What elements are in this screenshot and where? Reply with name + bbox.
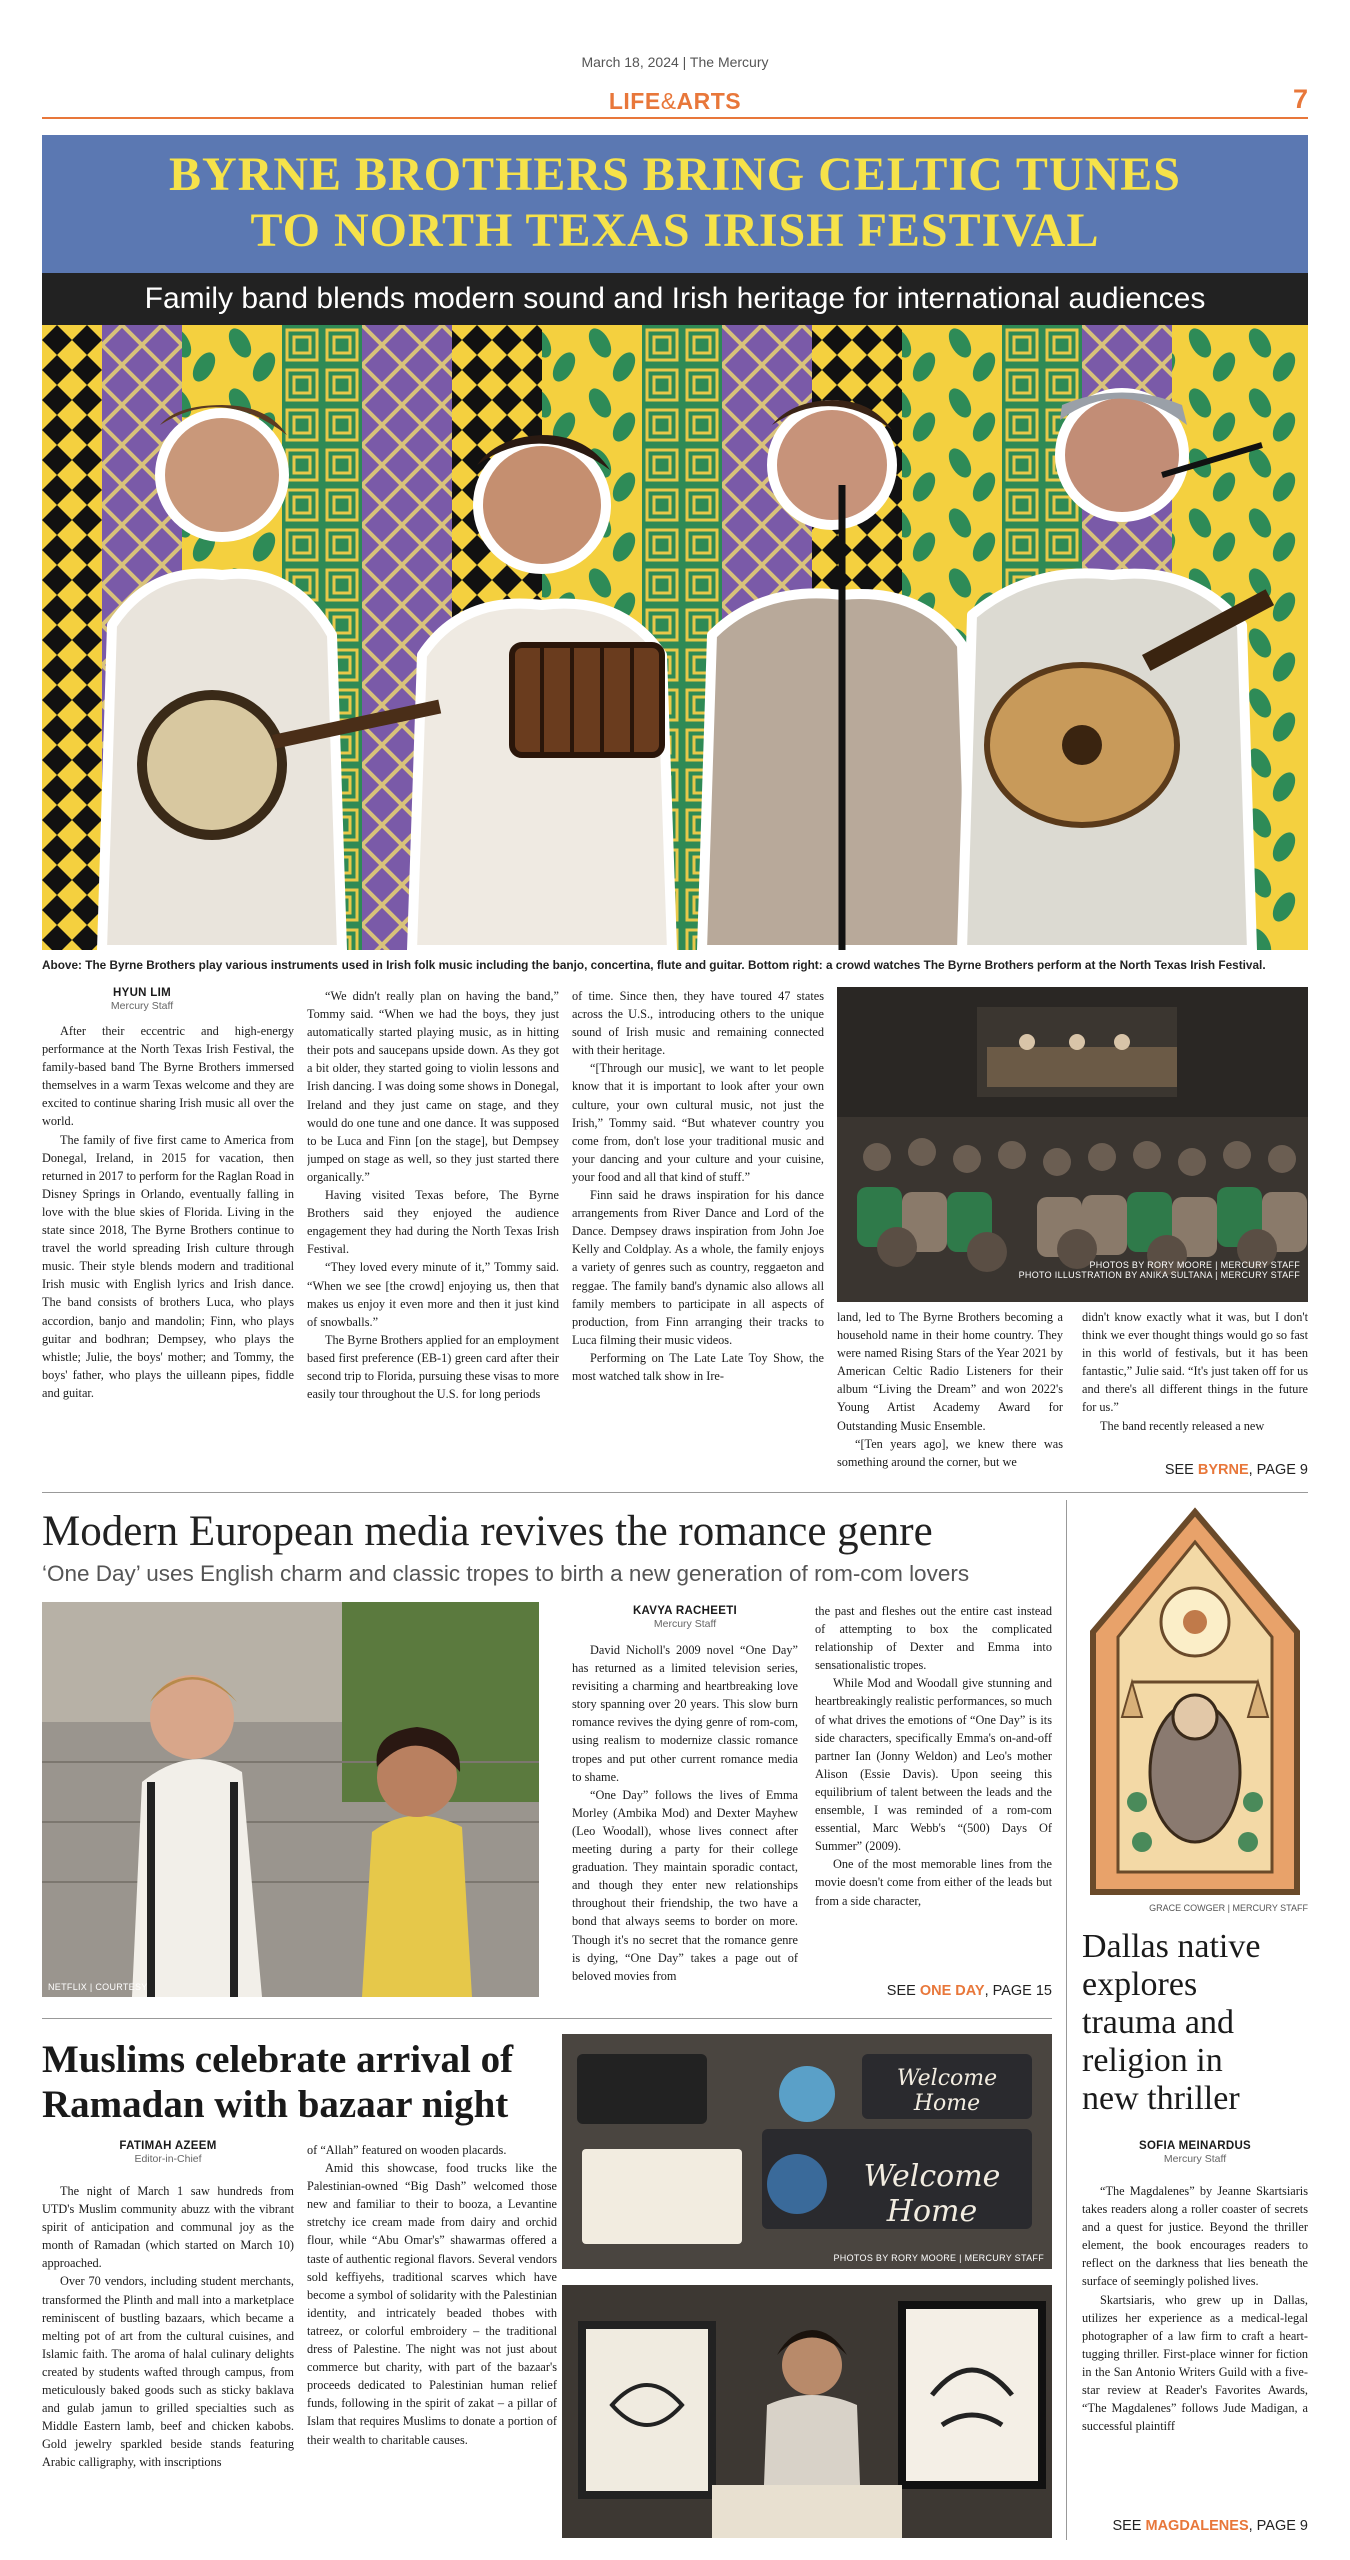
lead-column-2 [307,987,559,1472]
thriller-headline-line1: Dallas native [1082,1928,1261,1965]
lead-column-5 [1082,1308,1308,1472]
thriller-headline-line3: trauma and [1082,2004,1234,2041]
date-line: March 18, 2024 | The Mercury [581,54,769,70]
paragraph: Performing on The Late Late Toy Show, the most watched talk show in Ire- [572,1350,824,1383]
jump-word: MAGDALENES [1145,2518,1249,2534]
paragraph: Over 70 vendors, including student merchants, transformed the Plinth and mall into a marketplace reminiscent of bustling bazaars, which became a melting pot of art from the cultural cuisines, and Islamic faith. The aroma of halal culinary delights created by students wafted through campus, from meticulously baked goods such as sticky baklava and gulab jamun to grilled specialties such as Middle Eastern lamb, beef and chicken kabobs. Gold jewelry sparkled beside stands featuring Arabic calligraphy, with inscriptions [42,2274,294,2470]
section-label [0,88,1350,115]
ramadan-photo-credit: PHOTOS BY RORY MOORE | MERCURY STAFF [833,2253,1044,2263]
section-divider [42,1492,1308,1493]
jump-see: SEE [1164,1462,1194,1478]
masthead-rule [42,117,1308,119]
paragraph: One of the most memorable lines from the movie doesn't come from either of the leads but from a side character, [815,1857,1052,1908]
jump-page: , PAGE 9 [1248,1462,1308,1478]
paragraph: The Byrne Brothers applied for an employment based first preference (EB-1) green card after their second trip to Florida, pursuing these visas to more easily tour throughout the U.S. for long periods [307,1332,559,1402]
column-divider-right [1066,1500,1067,2540]
thriller-column [1082,2182,1308,2512]
lead-byline-role: Mercury Staff [110,1000,174,1012]
paragraph: “[Through our music], we want to let people know that it is important to look after your own culture, your own cultural music, not just the Irish,” Tommy said. “But whatever country you come from, don't lose your traditional music and your dancing and your culture and your cuisine, your food and all that kind of stuff.” [572,1061,824,1184]
lead-byline-name: HYUN LIM [113,987,171,999]
romance-byline-name: KAVYA RACHEETI [632,1605,738,1617]
romance-column-1 [572,1641,798,2006]
ramadan-column-2 [307,2141,557,2538]
paragraph: The family of five first came to America from Donegal, Ireland, in 2015 for vacation, then returned in 2017 to perform for the Raglan Road in Disney Springs in Orlando, eventually falling in love with the blue skies of Florida. Living in the state since 2018, The Byrne Brothers continue to travel the world spreading Irish culture through music. Their style blends modern and traditional Irish music with English lyrics and Irish dance. The band consists of brothers Luca, who plays accordion, banjo and mandolin; Finn, who plays guitar and bodhran; Dempsey, who plays the whistle; Julie, the boys' mother; and Tommy, the boys' father, who plays the uilleann pipes, fiddle and guitar. [42,1132,294,1400]
calligraphy-illustration [562,2285,1052,2538]
paragraph: The band recently released a new [1100,1418,1265,1433]
paragraph: the past and fleshes out the entire cast instead of attempting to box the complicated relationship of Dexter and Emma into sensationalistic tropes. [815,1604,1052,1673]
lead-photo-credit [1019,1260,1300,1280]
lead-caption: Above: The Byrne Brothers play various instruments used in Irish folk music including the banjo, concertina, flute and guitar. Bottom right: a crowd watches The Byrne Brothers perform at the North Texas Irish Festival. [42,958,1266,972]
ramadan-byline [42,2140,294,2165]
paragraph: Having visited Texas before, The Byrne Brothers said they enjoyed the audience engagement they had during the North Texas Irish Festival. [307,1188,559,1257]
section-life: LIFE [608,88,661,114]
lead-byline [42,987,242,1012]
paragraph: “[Ten years ago], we knew there was something around the corner, but we [837,1436,1063,1469]
jump-word: ONE DAY [919,1983,985,1999]
jump-see: SEE [1112,2518,1142,2534]
thriller-photo-credit: GRACE COWGER | MERCURY STAFF [1149,1903,1308,1913]
ramadan-column-1 [42,2182,294,2538]
thriller-headline-line5: new thriller [1082,2080,1240,2117]
welcome-sign-2: Welcome Home [863,2159,1001,2229]
paragraph: David Nicholl's 2009 novel “One Day” has returned as a limited television series, revisiting a charming and heartbreaking love story spanning over 20 years. This slow burn romance revives the dying genre of rom-com, using realism to modernize classic romance tropes and put other current romance media to shame. [572,1643,798,1784]
paragraph: After their eccentric and high-energy performance at the North Texas Irish Festival, the family-based band The Byrne Brothers immersed themselves in a warm Texas welcome and they are excited to continue sharing Irish music all over the world. [42,1024,294,1129]
paragraph: “The Magdalenes” by Jeanne Skartsiaris takes readers along a roller coaster of secrets and a quest for justice. Beyond the thriller element, the book encourages readers to reflect on the darkness that lies beneath the surface of seemingly polished lives. [1082,2184,1308,2289]
thriller-byline-role: Mercury Staff [1163,2153,1227,2165]
section-amp: & [660,88,677,114]
ramadan-headline-line1: Muslims celebrate arrival of [42,2038,514,2081]
crowd-photo [837,987,1308,1302]
romance-byline-role: Mercury Staff [653,1618,717,1630]
section-arts: ARTS [676,88,742,114]
lead-column-4 [837,1308,1063,1472]
stained-glass-illustration [1082,1502,1308,1902]
paragraph: “One Day” follows the lives of Emma Morley (Ambika Mod) and Dexter Mayhew (Leo Woodall), whose lives connect after meeting during a party for their college graduation. They maintain sporadic contact, and though they enter new relationships throughout their friendship, the two have a bond that always seems to border on more. Though it's no secret that the romance genre is dying, “One Day” takes a page out of beloved movies from [572,1787,798,1983]
lead-photo-credit-1: PHOTOS BY RORY MOORE | MERCURY STAFF [1089,1260,1300,1270]
page-number: 7 [1292,84,1308,114]
paragraph: land, led to The Byrne Brothers becoming a household name in their home country. They were named Rising Stars of the Year 2021 by American Celtic Radio Listeners for their album “Living the Dream” and won 2022's Young Artist Academy Award for Outstanding Music Ensemble. [837,1310,1063,1433]
paragraph: of time. Since then, they have toured 47 states across the U.S., introducing others to the unique sound of Irish music and remaining connected with their heritage. [572,989,824,1058]
paragraph: didn't know exactly what it was, but I don't think we ever thought things would go so fast in this world of festivals, but it has been fantastic,” Julie said. “It's just taken off for us and there's all different things in the future for us.” [1082,1310,1308,1415]
thriller-byline [1082,2140,1308,2165]
romance-photo [42,1602,539,1997]
paragraph: “They loved every minute of it,” Tommy said. “When we see [the crowd] enjoying us, then that makes us enjoy it even more and then it just kind of snowballs.” [307,1260,559,1329]
lead-subheadline: Family band blends modern sound and Irish heritage for international audiences [144,282,1206,315]
band-illustration [42,325,1308,950]
jump-word: BYRNE [1197,1462,1249,1478]
thriller-headline [1082,1928,1308,2118]
ramadan-byline-name: FATIMAH AZEEM [119,2140,217,2152]
welcome-sign-1: Welcome Home [896,2066,998,2116]
lead-headline [42,147,1308,259]
thriller-headline-line2: explores [1082,1966,1198,2003]
ramadan-headline-line2: Ramadan with bazaar night [42,2083,509,2126]
paragraph: The night of March 1 saw hundreds from UTD's Muslim community abuzz with the vibrant spirit of anticipation and communal joy as the month of Ramadan (which started on March 10) approached. [42,2184,294,2271]
paragraph: Finn said he draws inspiration for his dance arrangements from River Dance and Lord of the Dance. Dempsey draws inspiration from John Joe Kelly and Coldplay. As a whole, the family enjoys a variety of genres such as country, reggaeton and reggae. The family band's dynamic also allows all family members to participate in all aspects of production, from Finn arranging their tracks to Luca filming their music videos. [572,1188,824,1347]
romance-photo-illustration [42,1602,539,1997]
lead-headline-line1: BYRNE BROTHERS BRING CELTIC TUNES [169,148,1181,201]
romance-column-2 [815,1602,1052,1980]
jump-page: , PAGE 9 [1248,2518,1308,2534]
section-divider [42,2018,1052,2019]
paragraph: of “Allah” featured on wooden placards. [307,2143,507,2157]
romance-subheadline: ‘One Day’ uses English charm and classic tropes to birth a new generation of rom-com lovers [42,1561,970,1586]
lead-column-1 [42,1022,294,1472]
romance-photo-credit: NETFLIX | COURTESY [48,1982,148,1992]
ramadan-photo-signs [562,2034,1052,2269]
thriller-headline-line4: religion in [1082,2042,1223,2079]
thriller-byline-name: SOFIA MEINARDUS [1138,2140,1252,2152]
lead-banner [42,135,1308,273]
lead-column-3 [572,987,824,1472]
romance-byline [572,1605,798,1630]
paragraph: While Mod and Woodall give stunning and heartbreakingly realistic performances, so much of what drives the emotions of “One Day” is its side characters, specifically Emma's on-and-off partner Ian (Jonny Weldon) and Leo's mother Alison (Essie Davis). Upon seeing this equilibrium of talent between the leads and the ensemble, I was reminded of a rom-com essential, Marc Webb's “(500) Days Of Summer” (2009). [815,1676,1052,1854]
romance-headline: Modern European media revives the romance genre [42,1508,933,1555]
jump-see: SEE [886,1983,916,1999]
crowd-illustration [837,987,1308,1302]
lead-photo-illustration [42,325,1308,950]
paragraph: “We didn't really plan on having the band,” Tommy said. “When we had the boys, they just automatically started playing music, as in hitting their pots and saucepans upside down. As they got a bit older, they started going to violin lessons and Irish dancing. I was doing some shows in Donegal, Ireland and they just came on stage, and they would do one tune and one dance. It was supposed to be Luca and Finn [on the stage], but Dempsey jumped on stage as well, so they just started there organically.” [307,989,559,1184]
ramadan-byline-role: Editor-in-Chief [134,2153,202,2165]
thriller-jump-link[interactable] [1082,2518,1308,2534]
lead-photo-credit-2: PHOTO ILLUSTRATION BY ANIKA SULTANA | MERCURY STAFF [1018,1270,1300,1280]
thriller-illustration [1082,1502,1308,1902]
lead-subheadline-bar [42,273,1308,325]
lead-jump-link[interactable] [1082,1462,1308,1478]
jump-page: , PAGE 15 [984,1983,1052,1999]
paragraph: Skartsiaris, who grew up in Dallas, utilizes her experience as a medical-legal photographer of a law firm to craft a heart-tugging thriller. First-place winner for fiction in the San Antonio Writers Guild with a five-star review at Reader's Favorites Awards, “The Magdalenes” follows Jude Madigan, a successful plaintiff [1082,2292,1308,2434]
lead-headline-line2: TO NORTH TEXAS IRISH FESTIVAL [250,204,1100,257]
paragraph: Amid this showcase, food trucks like the Palestinian-owned “Big Dash” welcomed those new and familiar to their to booza, a Levantine stretchy ice cream made from dairy and orchid flour, while “Abu Omar's” shawarmas offered a taste of authentic regional flavors. Several vendors sold keffiyehs, traditional scarves which have become a symbol of solidarity with the Palestinian identity, and intricately beaded thobes with tatreez, or colorful embroidery – the traditional dress of Palestine. The night was not just about commerce but charity, with part of the bazaar's proceeds dedicated to Palestinian human relief funds, following in the spirit of zakat – a pillar of Islam that requires Muslims to donate a portion of their wealth to charitable causes. [307,2161,557,2447]
ramadan-photo-calligraphy [562,2285,1052,2538]
romance-jump-link[interactable] [815,1983,1052,1999]
ramadan-headline [42,2037,562,2127]
